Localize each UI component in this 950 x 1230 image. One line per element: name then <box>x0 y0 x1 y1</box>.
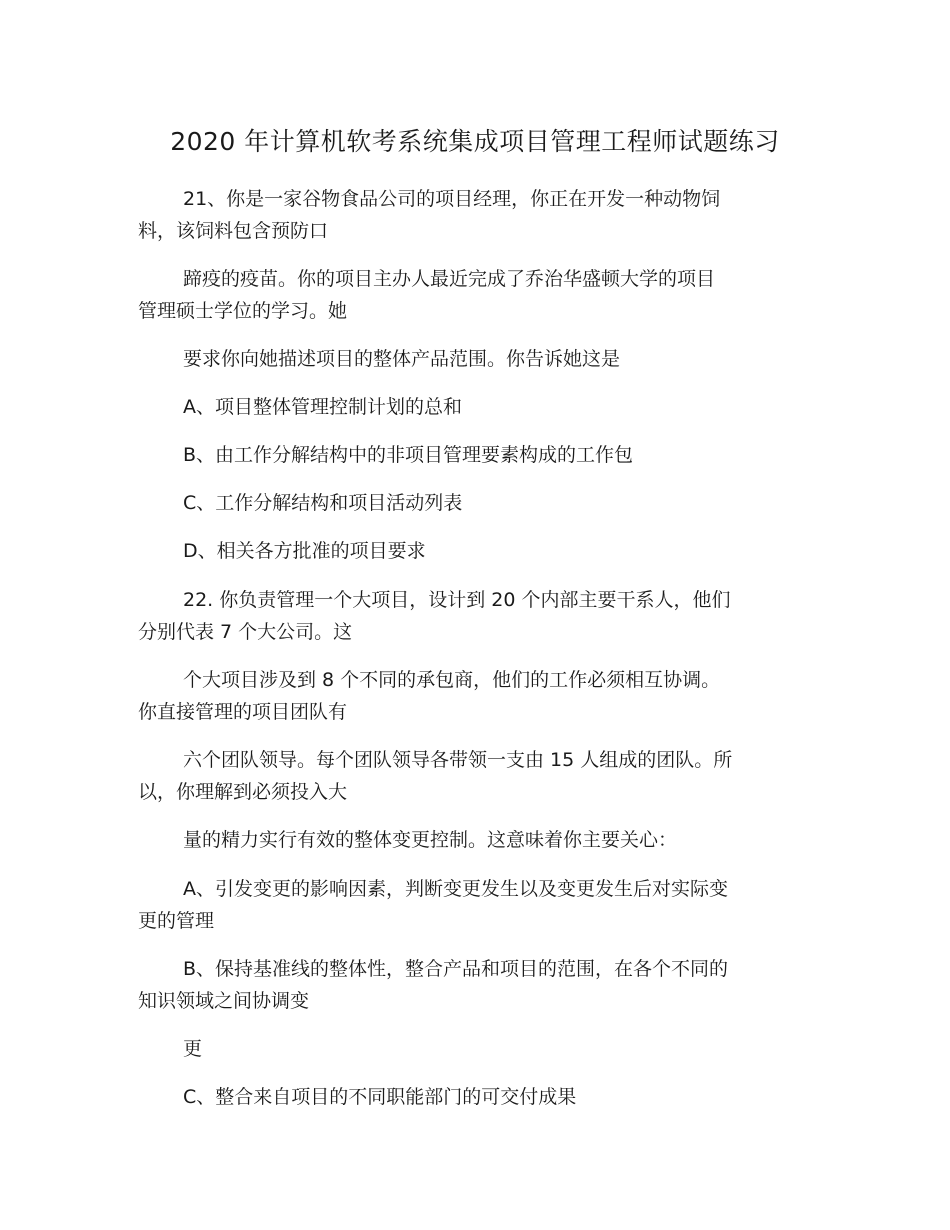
q22-stem-line-4: 你直接管理的项目团队有 <box>138 701 348 723</box>
q21-option-c: C、工作分解结构和项目活动列表 <box>183 492 463 514</box>
document-title: 2020 年计算机软考系统集成项目管理工程师试题练习 <box>170 127 780 156</box>
q22-stem-line-1: 22. 你负责管理一个大项目，设计到 20 个内部主要干系人，他们 <box>183 589 731 611</box>
q21-stem-line-4: 管理硕士学位的学习。她 <box>138 300 348 322</box>
q21-option-b: B、由工作分解结构中的非项目管理要素构成的工作包 <box>183 444 634 466</box>
q22-stem-line-2: 分别代表 7 个大公司。这 <box>138 621 353 643</box>
q21-option-a: A、项目整体管理控制计划的总和 <box>183 396 462 418</box>
q22-stem-line-5: 六个团队领导。每个团队领导各带领一支由 15 人组成的团队。所 <box>183 749 733 771</box>
q22-option-a-line-1: A、引发变更的影响因素，判断变更发生以及变更发生后对实际变 <box>183 878 728 900</box>
q21-stem-line-3: 蹄疫的疫苗。你的项目主办人最近完成了乔治华盛顿大学的项目 <box>183 268 716 290</box>
q21-stem-line-5: 要求你向她描述项目的整体产品范围。你告诉她这是 <box>183 348 621 370</box>
q21-stem-line-2: 料，该饲料包含预防口 <box>138 220 329 242</box>
q22-stem-line-3: 个大项目涉及到 8 个不同的承包商，他们的工作必须相互协调。 <box>183 669 721 691</box>
q21-stem-line-1: 21、你是一家谷物食品公司的项目经理，你正在开发一种动物饲 <box>183 188 721 210</box>
q22-option-b-line-3: 更 <box>183 1038 203 1060</box>
q22-option-a-line-2: 更的管理 <box>138 910 215 932</box>
q22-stem-line-6: 以，你理解到必须投入大 <box>138 781 348 803</box>
q21-option-d: D、相关各方批准的项目要求 <box>183 540 426 562</box>
q22-option-b-line-1: B、保持基准线的整体性，整合产品和项目的范围，在各个不同的 <box>183 958 729 980</box>
q22-option-b-line-2: 知识领域之间协调变 <box>138 990 310 1012</box>
q22-stem-line-7: 量的精力实行有效的整体变更控制。这意味着你主要关心： <box>183 829 678 851</box>
q22-option-c: C、整合来自项目的不同职能部门的可交付成果 <box>183 1086 577 1108</box>
